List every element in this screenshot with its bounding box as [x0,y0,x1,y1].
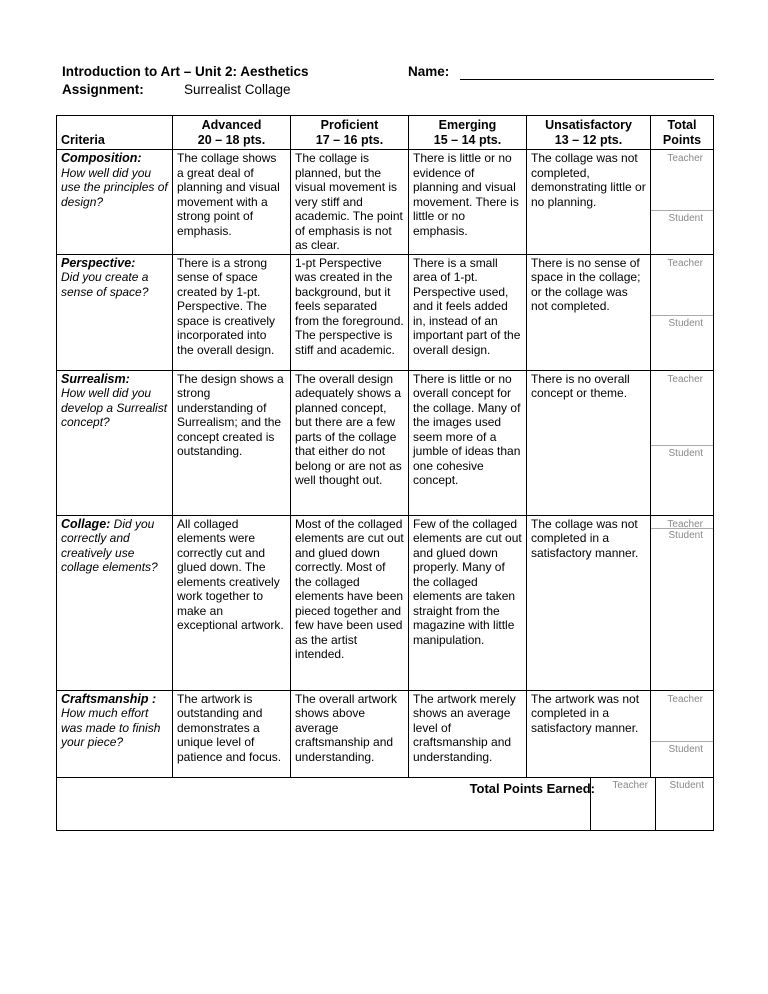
teacher-label: Teacher [667,153,703,164]
criteria-cell: Perspective: Did you create a sense of space? [57,254,173,370]
student-label: Student [668,447,703,459]
emerging-header: Emerging 15 – 14 pts. [409,116,527,150]
emerging-cell: There is little or no evidence of planning and visual movement. There is little or no emphasis. [409,150,527,255]
name-line[interactable] [460,79,714,80]
proficient-cell: 1-pt Perspective was created in the background, but it feels separated from the foreground. The perspective is stiff and academic. [291,254,409,370]
student-label: Student [668,213,703,224]
divider [651,741,713,742]
proficient-header: Proficient 17 – 16 pts. [291,116,409,150]
name-label: Name: [408,64,450,79]
unsatisfactory-cell: There is no overall concept or theme. [527,370,651,515]
row-composition [57,150,714,255]
criteria-cell: Collage: Did you correctly and creatively use collage elements? [57,515,173,690]
row-craftsmanship [57,690,714,777]
criteria-cell: Craftsmanship : How much effort was made to finish your piece? [57,690,173,777]
points-cell[interactable] [651,690,714,777]
teacher-total-label: Teacher [612,779,648,791]
proficient-cell: The overall design adequately shows a planned concept, but there are a few parts of the collage that either do not belong or are not as well thought out. [291,370,409,515]
advanced-cell: The collage shows a great deal of planning and visual movement with a strong point of emphasis. [173,150,291,255]
row-collage [57,515,714,690]
assignment-value: Surrealist Collage [184,82,291,97]
proficient-cell: The overall artwork shows above average craftsmanship and understanding. [291,690,409,777]
student-label: Student [668,317,703,329]
emerging-cell: Few of the collaged elements are cut out and glued down properly. Many of the collaged elements are taken straight from the magazine with little manipulation. [409,515,527,690]
row-perspective [57,254,714,370]
unsatisfactory-cell: The collage was not completed in a satisfactory manner. [527,515,651,690]
divider [651,315,713,316]
student-label: Student [668,529,703,541]
teacher-label: Teacher [667,257,703,269]
unsatisfactory-cell: The collage was not completed, demonstrating little or no planning. [527,150,651,255]
points-cell[interactable] [651,370,714,515]
total-row [57,777,714,830]
course-title: Introduction to Art – Unit 2: Aesthetics [62,64,309,79]
header-row [57,116,714,150]
teacher-label: Teacher [667,693,703,705]
teacher-total-box[interactable] [590,777,655,831]
points-cell[interactable] [651,150,714,255]
advanced-header: Advanced 20 – 18 pts. [173,116,291,150]
emerging-cell: There is little or no overall concept for the collage. Many of the images used seem more of a jumble of ideas than one cohesive concept. [409,370,527,515]
emerging-cell: The artwork merely shows an average level of craftsmanship and understanding. [409,690,527,777]
divider [651,210,713,211]
advanced-cell: The artwork is outstanding and demonstrates a unique level of patience and focus. [173,690,291,777]
criteria-header: Criteria [57,116,173,150]
total-points-label: Total Points Earned: [469,780,595,796]
criteria-cell: Surrealism: How well did you develop a Surrealist concept? [57,370,173,515]
advanced-cell: All collaged elements were correctly cut and glued down. The elements creatively work together to make an exceptional artwork. [173,515,291,690]
total-points-header: Total Points [651,116,714,150]
points-cell[interactable] [651,515,714,690]
rubric-table [56,115,714,831]
unsatisfactory-cell: The artwork was not completed in a satisfactory manner. [527,690,651,777]
criteria-cell: Composition: How well did you use the principles of design? [57,150,173,255]
teacher-label: Teacher [667,373,703,385]
proficient-cell: The collage is planned, but the visual movement is very stiff and academic. The point of emphasis is not as clear. [291,150,409,255]
unsatisfactory-cell: There is no sense of space in the collage; or the collage was not completed. [527,254,651,370]
row-surrealism [57,370,714,515]
advanced-cell: There is a strong sense of space created by 1-pt. Perspective. The space is creatively incorporated into the overall design. [173,254,291,370]
assignment-label: Assignment: [62,82,144,97]
proficient-cell: Most of the collaged elements are cut out and glued down correctly. Most of the collaged elements have been pieced together and few have been used as the artist intended. [291,515,409,690]
divider [651,445,713,446]
unsatisfactory-header: Unsatisfactory 13 – 12 pts. [527,116,651,150]
total-cell [57,777,714,830]
student-label: Student [668,743,703,755]
emerging-cell: There is a small area of 1-pt. Perspective used, and it feels added in, instead of an important part of the overall design. [409,254,527,370]
advanced-cell: The design shows a strong understanding of Surrealism; and the concept created is outstanding. [173,370,291,515]
student-total-label: Student [669,779,704,791]
teacher-label: Teacher [667,518,703,530]
points-cell[interactable] [651,254,714,370]
student-total-box[interactable] [655,777,714,831]
